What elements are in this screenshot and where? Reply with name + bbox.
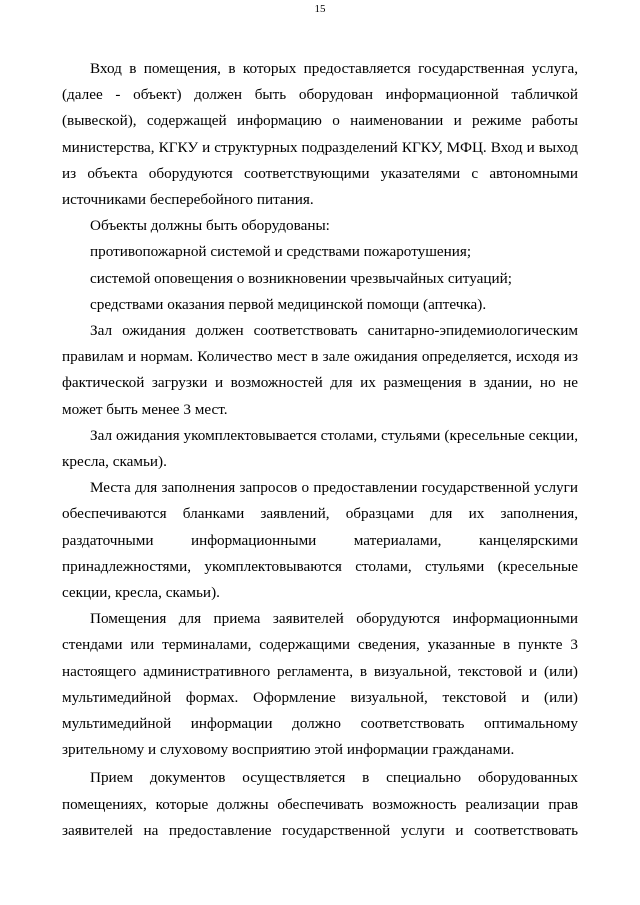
paragraph-waiting-hall-norms: Зал ожидания должен соответствовать санитарно-эпидемиологическим правилам и нормам. Количество мест в зале ожидания определяется, исходя из фактической загрузки и возможностей для их размещения в здании, но не может быть менее 3 мест. [62,322,578,418]
paragraph-waiting-hall-furniture: Зал ожидания укомплектовывается столами, стульями (кресельные секции, кресла, скамьи). [62,426,578,471]
paragraph-objects-equipped: Объекты должны быть оборудованы: [90,217,330,235]
paragraph-request-filling-places: Места для заполнения запросов о предоставлении государственной услуги обеспечиваются бланками заявлений, образцами для их заполнения, раздаточными информационными материалами, канцелярскими принадлежностями, укомплектовываются столами, стульями (кресельные секции, кресла, скамьи). [62,479,578,602]
paragraph-emergency-alert: системой оповещения о возникновении чрезвычайных ситуаций; [90,269,512,287]
body-text [62,56,578,844]
paragraph-info-stands: Помещения для приема заявителей оборудуются информационными стендами или терминалами, содержащими сведения, указанные в пункте 3 настоящего административного регламента, в визуальной, текстовой и (или) мультимедийной формах. Оформление визуальной, текстовой и (или) мультимедийной информации должно соответствовать оптимальному зрительному и слуховому восприятию этой информации гражданами. [62,610,578,759]
paragraph-first-aid: средствами оказания первой медицинской помощи (аптечка). [90,295,487,313]
paragraph-document-reception: Прием документов осуществляется в специально оборудованных помещениях, которые должны обеспечивать возможность реализации прав заявителей на предоставление государственной услуги и соответствовать [62,769,578,839]
paragraph-entrance-signage: Вход в помещения, в которых предоставляется государственная услуга, (далее - объект) должен быть оборудован информационной табличкой (вывеской), содержащей информацию о наименовании и режиме работы министерства, КГКУ и структурных подразделений КГКУ, МФЦ. Вход и выход из объекта оборудуются соответствующими указателями с автономными источниками бесперебойного питания. [62,60,578,209]
paragraph-fire-safety: противопожарной системой и средствами пожаротушения; [90,243,472,261]
page-number: 15 [314,3,326,15]
